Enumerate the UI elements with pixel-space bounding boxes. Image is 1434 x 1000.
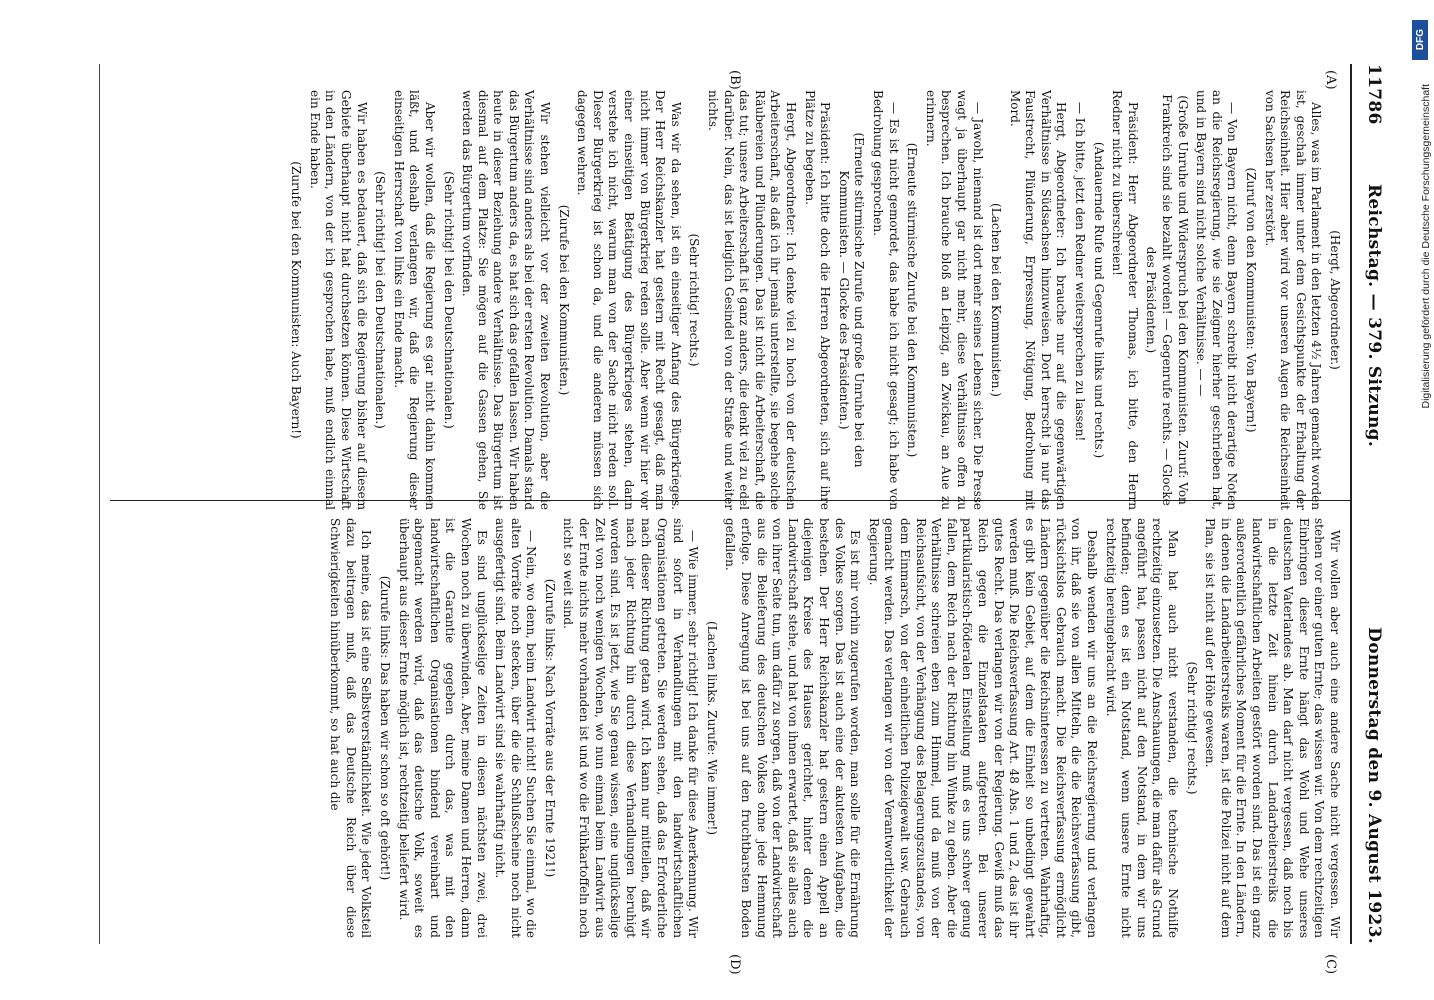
paragraph: Man hat auch nicht verstanden, die technische Nothilfe rechtzeitig einzusetzen. Die Anschauungen, die man dafür als Grund angeführt hat, passen nicht auf den Notstand, in dem wir uns befinden; denn es ist ein Notstand, wenn unsere Ernte nicht rechtzeitig hereingebracht wird. [1103,518,1181,938]
paragraph: — Wie immer, sehr richtig! Ich danke für diese Anerkennung. Wir sind sofort in Verhandlungen mit den landwirtschaftlichen Organisationen getreten. Sie werden sehen, daß das Erforderliche nach dieser Richtung getan wird. Ich kann nur mitteilen, daß wir nach jeder Richtung hin durch diese Verhandlungen beruhigt worden sind. Es ist jetzt, wie Sie genau wissen, eine unglückselige Zeit von noch wenigen Wochen, wo nun einmal beim Landwirt aus der Ernte nichts mehr vorhanden ist und wo die Frühkartoffeln noch nicht so weit sind. [561,518,701,938]
session-date: Donnerstag den 9. August 1923. [1364,627,1384,944]
paragraph: (Sehr richtig! bei den Deutschnationalen.) [441,171,456,429]
paragraph: Hergt, Abgeordneter: Ich brauche nur auf die gegenwärtigen Verhältnisse in Südsachsen hinzuweisen. Dort herrscht ja nur das Faustrecht, Plünderung, Erpressung, Nötigung, Bedrohung mit Mord. [1007,90,1069,510]
page-header [1360,64,1384,944]
paragraph: (Zuruf von den Kommunisten: Von Bayern!) [1244,167,1259,433]
paragraph: Alles, was im Parlament in den letzten 4½ Jahren gemacht worden ist, geschah immer unter dem Gesichtspunkte der Erhaltung der Reichseinheit. Hier aber wird vor unseren Augen die Reichseinheit von Sachsen her zerstört. [1262,90,1324,510]
paragraph: (Sehr richtig! bei den Deutschnationalen.) [373,171,388,429]
paragraph: (Lachen links. Zurufe: Wie immer!) [704,620,719,836]
paragraph: — Von Bayern nicht, denn Bayern schreibt nicht derartige Noten an die Reichsregierung, wie sie Zeigner hierher geschrieben hat, und in Bayern sind nicht solche Verhältnisse. — — [1194,90,1240,510]
paragraph: (Sehr richtig! rechts.) [687,233,702,367]
paragraph: — Jawohl, niemand ist dort mehr seines Lebens sicher. Die Presse wagt ja überhaupt gar nicht mehr, diese Verhältnisse offen zu besprechen. Ich brauche bloß an Leipzig, an Zwickau, an Aue zu erinnern. [923,90,985,510]
digitization-note-text: Digitalisierung gefördert durch die Deutsche Forschungsgemeinschaft [1420,84,1432,409]
paragraph: Es sind unglückselige Zeiten in diesen nächsten zwei, drei Wochen noch zu überwinden. Aber, meine Damen und Herren, dann ist die Garantie gegeben durch das, was mit den landwirtschaftlichen Organisationen bindend vereinbart und abgemacht werden wird, daß das deutsche Volk, soweit es überhaupt aus dieser Ernte möglich ist, rechtzeitig beliefert wird. [396,518,489,938]
paragraph: — Es ist nicht gemordet, das habe ich nicht gesagt; ich habe von Bedrohung gesprochen. [870,90,901,510]
paragraph: (Zurufe links: Das haben wir schon so oft gehört!) [377,575,392,881]
header-rule [1350,64,1352,944]
paragraph: (Erneute stürmische Zurufe bei den Kommunisten.) [905,142,920,458]
paragraph: (Andauernde Rufe und Gegenrufe links und rechts.) [1091,141,1106,459]
left-column [104,90,1342,510]
paragraph: Wir stehen vielleicht vor der zweiten Revolution, aber die Verhältnisse sind anders als bei der ersten Revolution. Damals stand das Bürgertum anders da, es hat sich das gefallen lassen. Wir haben heute in dieser Beziehung andere Verhältnisse. Das Bürgertum ist diesmal auf dem Platze: Sie mögen auf die Gassen gehen, Sie werden das Bürgertum vorfinden. [460,90,553,510]
paragraph: Ich meine, das ist eine Selbstverständlichkeit. Wie jeder Volksteil dazu beitragen muß, daß das Deutsche Reich über diese Schwierigkeiten hinüberkommt, so hat auch die [328,518,374,938]
paragraph: (Lachen bei den Kommunisten.) [989,203,1004,397]
paragraph: Deshalb wenden wir uns an die Reichsregierung und verlangen von ihr, daß sie von allen Mitteln, die die Reichsverfassung gibt, rücksichtslos Gebrauch macht. Die Reichsverfassung ermöglicht Ländern gegenüber die Reichsinteressen zu vertreten. Wahrhaftig, es gibt kein Gebiet, auf dem die Einheit so unbedingt gewahrt werden muß. Die Reichsverfassung Art. 48 Abs. 1 und 2, das ist ihr gutes Recht. Das verlangen wir von der Regierung. Gewiß muß das Reich gegen die Einzelstaaten aufgetreten. Bei unserer partikularistisch-föderalen Einstellung muß es uns schwer genug fallen, dem Reich nach der Richtung hin Winke zu geben. Aber die Verhältnisse schreien eben zum Himmel, und da muß von der Reichsaufsicht, von der Verhängung des Belagerungszustandes, von dem Einmarsch, von der einheitlichen Polizeigewalt usw. Gebrauch gemacht werden. Das verlangen wir von der Verantwortlichkeit der Regierung. [866,518,1100,938]
page-number: 11786 [1364,64,1384,125]
paragraph: (Zurufe bei den Kommunisten: Auch Bayern!) [289,161,304,439]
paragraph: Wir haben es bedauert, daß sich die Regierung bisher auf diesem Gebiete überhaupt nicht hat durchsetzen können. Diese Wirtschaft in den Ländern, von der ich gesprochen habe, muß endlich einmal ein Ende haben. [307,90,369,510]
right-column [104,518,1342,938]
paragraph: (Erneute stürmische Zurufe und große Unruhe bei den Kommunisten. — Glocke des Präsidenten.) [836,132,867,468]
paragraph: Hergt, Abgeordneter: Ich denke viel zu hoch von der deutschen Arbeiterschaft, als daß ich ihr jemals unterstellte, sie begehe solche Räubereien und Plünderungen. Das ist nicht die Arbeiterschaft, die das tut; unsere Arbeiterschaft ist ganz anders, die denkt viel zu edel darüber. Nein, das ist lediglich Gesindel von der Straße und weiter nichts. [706,90,798,510]
margin-mark-b: (B) [727,70,742,90]
paragraph: — Ich bitte, jetzt den Redner weitersprechen zu lassen! [1073,102,1088,442]
margin-mark-c: (C) [1323,954,1338,975]
paragraph: Präsident: Herr Abgeordneter Thomas, ich bitte, den Herrn Redner nicht zu überschreien! [1110,90,1140,510]
dfg-logo-text: DFG [1414,29,1426,51]
paragraph: Präsident: Ich bitte doch die Herren Abgeordneten, sich auf ihre Plätze zu begeben. [802,90,833,510]
digitization-credit [1406,14,1432,574]
session-title: Reichstag. — 379. Sitzung. [1364,184,1384,448]
paragraph: (Zurufe links: Nach Vorräte aus der Ernte 1921!) [542,578,557,878]
paragraph: (Sehr richtig! rechts.) [1184,661,1199,795]
paragraph: — Nein, wo denn, beim Landwirt nicht! Suchen Sie einmal, wo die alten Vorräte noch stecken, über die die Schlußscheine noch nicht ausgefertigt sind. Beim Landwirt sind sie wahrhaftig nicht. [493,518,539,938]
paragraph: (Hergt, Abgeordneter.) [1328,230,1342,370]
paragraph: (Zurufe bei den Kommunisten.) [556,204,571,396]
paragraph: (Große Unruhe und Widerspruch bei den Kommunisten. Zuruf: Von Frankreich sind sie bezahlt worden! — Gegenrufe rechts. — Glocke des Präsidenten.) [1144,94,1190,506]
paragraph: Wir wollen aber auch eine andere Sache nicht vergessen. Wir stehen vor einer guten Ernte; das wissen wir. Von dem rechtzeitigen Einbringen dieser Ernte hängt das Wohl und Wehe unseres deutschen Vaterlandes ab. Man darf nicht vergessen, daß noch bis in die letzte Zeit hinein durch Landarbeiterstreiks die landwirtschaftlichen Arbeiten gestört worden sind. Das ist ein ganz außerordentlich gefährliches Moment für die Ernte. In den Ländern, in denen die Landarbeiterstreiks waren, ist die Polizei nicht auf dem Plan, sie ist nicht auf der Höhe gewesen. [1203,518,1342,938]
paragraph: Es ist mir vorhin zugerufen worden, man solle für die Ernährung des Volkes sorgen. Das ist auch eine der akutesten Aufgaben, die bestehen. Der Herr Reichskanzler hat gestern einen Appell an diejenigen Kreise des Hauses gerichtet, hinter denen die Landwirtschaft stehe, und hat von ihnen erwartet, daß sie alles auch von ihrer Seite tun, um dafür zu sorgen, daß von der Landwirtschaft aus die Belieferung des deutschen Volkes ohne jede Hemmung erfolge. Diese Anregung ist bei uns auf den fruchtbarsten Boden gefallen. [723,518,863,938]
footer-rule [99,64,100,944]
paragraph: Was wir da sehen, ist ein einseitiger Anfang des Bürgerkrieges. Der Herr Reichskanzler hat gestern mit Recht gesagt, daß man nicht immer von Bürgerkrieg reden solle. Aber wenn wir hier vor einer einseitigen Betätigung des Bürgerkrieges stehen, dann verstehe ich nicht, warum man von der Sache nicht reden soll. Dieser Bürgerkrieg ist schon da, und die anderen müssen sich dagegen wehren. [575,90,683,510]
paragraph: Aber wir wollen, daß die Regierung es gar nicht dahin kommen läßt, und deshalb verlangen wir, daß die Regierung dieser einseitigen Herrschaft von links ein Ende macht. [391,90,437,510]
margin-mark-a: (A) [1323,70,1338,90]
margin-mark-d: (D) [727,954,742,975]
dfg-logo [1412,20,1428,60]
